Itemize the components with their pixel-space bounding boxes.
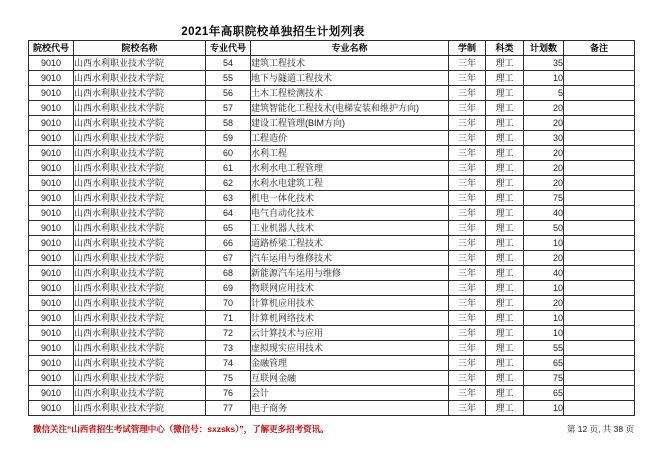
cell-duration: 三年 — [449, 311, 486, 326]
cell-major-code: 71 — [206, 311, 251, 326]
cell-major-name: 土木工程检测技术 — [251, 86, 449, 101]
cell-remark — [564, 401, 635, 416]
cell-plan-count: 10 — [524, 236, 564, 251]
cell-duration: 三年 — [449, 266, 486, 281]
cell-college-name: 山西水利职业技术学院 — [74, 311, 206, 326]
table-header-row — [29, 41, 635, 56]
col-header-college-code: 院校代号 — [29, 41, 74, 56]
cell-major-code: 59 — [206, 131, 251, 146]
cell-subject-category: 理工 — [486, 251, 524, 266]
cell-remark — [564, 341, 635, 356]
cell-remark — [564, 71, 635, 86]
table-row — [29, 266, 635, 281]
cell-remark — [564, 191, 635, 206]
cell-plan-count: 10 — [524, 281, 564, 296]
cell-college-name: 山西水利职业技术学院 — [74, 326, 206, 341]
cell-plan-count: 65 — [524, 386, 564, 401]
cell-college-code: 9010 — [29, 281, 74, 296]
cell-college-name: 山西水利职业技术学院 — [74, 221, 206, 236]
cell-plan-count: 10 — [524, 71, 564, 86]
cell-plan-count: 30 — [524, 131, 564, 146]
cell-college-name: 山西水利职业技术学院 — [74, 71, 206, 86]
cell-plan-count: 20 — [524, 161, 564, 176]
cell-college-code: 9010 — [29, 341, 74, 356]
cell-major-code: 64 — [206, 206, 251, 221]
cell-major-name: 计算机网络技术 — [251, 311, 449, 326]
cell-college-code: 9010 — [29, 191, 74, 206]
col-header-major-code: 专业代号 — [206, 41, 251, 56]
page-footer — [28, 423, 634, 435]
cell-plan-count: 20 — [524, 101, 564, 116]
cell-college-name: 山西水利职业技术学院 — [74, 146, 206, 161]
cell-subject-category: 理工 — [486, 371, 524, 386]
cell-remark — [564, 206, 635, 221]
table-row — [29, 236, 635, 251]
cell-remark — [564, 236, 635, 251]
cell-plan-count: 40 — [524, 206, 564, 221]
cell-major-code: 76 — [206, 386, 251, 401]
cell-duration: 三年 — [449, 146, 486, 161]
table-row — [29, 221, 635, 236]
cell-duration: 三年 — [449, 326, 486, 341]
cell-college-name: 山西水利职业技术学院 — [74, 356, 206, 371]
col-header-duration: 学制 — [449, 41, 486, 56]
table-row — [29, 161, 635, 176]
cell-college-name: 山西水利职业技术学院 — [74, 386, 206, 401]
page-title: 2021年高职院校单独招生计划列表 — [181, 26, 365, 38]
cell-college-code: 9010 — [29, 371, 74, 386]
cell-college-name: 山西水利职业技术学院 — [74, 116, 206, 131]
cell-college-name: 山西水利职业技术学院 — [74, 281, 206, 296]
cell-college-code: 9010 — [29, 221, 74, 236]
cell-subject-category: 理工 — [486, 356, 524, 371]
table-row — [29, 56, 635, 71]
cell-college-code: 9010 — [29, 56, 74, 71]
cell-college-name: 山西水利职业技术学院 — [74, 266, 206, 281]
cell-major-name: 新能源汽车运用与维修 — [251, 266, 449, 281]
cell-remark — [564, 281, 635, 296]
cell-plan-count: 75 — [524, 191, 564, 206]
cell-college-name: 山西水利职业技术学院 — [74, 251, 206, 266]
cell-subject-category: 理工 — [486, 236, 524, 251]
cell-college-name: 山西水利职业技术学院 — [74, 371, 206, 386]
cell-subject-category: 理工 — [486, 266, 524, 281]
cell-major-name: 地下与隧道工程技术 — [251, 71, 449, 86]
col-header-remark: 备注 — [564, 41, 635, 56]
enrollment-plan-table — [28, 40, 635, 416]
cell-remark — [564, 371, 635, 386]
cell-remark — [564, 116, 635, 131]
cell-college-code: 9010 — [29, 146, 74, 161]
cell-subject-category: 理工 — [486, 311, 524, 326]
cell-plan-count: 20 — [524, 176, 564, 191]
table-body — [29, 56, 635, 416]
cell-duration: 三年 — [449, 251, 486, 266]
col-header-subject-category: 科类 — [486, 41, 524, 56]
cell-duration: 三年 — [449, 191, 486, 206]
table-row — [29, 71, 635, 86]
cell-duration: 三年 — [449, 86, 486, 101]
cell-college-name: 山西水利职业技术学院 — [74, 86, 206, 101]
cell-college-code: 9010 — [29, 326, 74, 341]
cell-college-code: 9010 — [29, 251, 74, 266]
cell-major-code: 57 — [206, 101, 251, 116]
cell-remark — [564, 311, 635, 326]
cell-major-code: 67 — [206, 251, 251, 266]
cell-duration: 三年 — [449, 206, 486, 221]
cell-college-name: 山西水利职业技术学院 — [74, 101, 206, 116]
col-header-college-name: 院校名称 — [74, 41, 206, 56]
cell-plan-count: 35 — [524, 56, 564, 71]
table-row — [29, 131, 635, 146]
table-row — [29, 371, 635, 386]
table-row — [29, 86, 635, 101]
cell-remark — [564, 161, 635, 176]
cell-remark — [564, 356, 635, 371]
cell-remark — [564, 221, 635, 236]
cell-college-name: 山西水利职业技术学院 — [74, 401, 206, 416]
cell-major-name: 互联网金融 — [251, 371, 449, 386]
cell-major-name: 物联网应用技术 — [251, 281, 449, 296]
cell-subject-category: 理工 — [486, 56, 524, 71]
cell-subject-category: 理工 — [486, 206, 524, 221]
cell-duration: 三年 — [449, 401, 486, 416]
cell-duration: 三年 — [449, 386, 486, 401]
cell-major-name: 云计算技术与应用 — [251, 326, 449, 341]
cell-major-code: 58 — [206, 116, 251, 131]
cell-college-name: 山西水利职业技术学院 — [74, 206, 206, 221]
cell-remark — [564, 386, 635, 401]
cell-subject-category: 理工 — [486, 116, 524, 131]
cell-subject-category: 理工 — [486, 401, 524, 416]
cell-college-code: 9010 — [29, 71, 74, 86]
cell-major-code: 73 — [206, 341, 251, 356]
cell-college-code: 9010 — [29, 401, 74, 416]
table-row — [29, 326, 635, 341]
cell-plan-count: 40 — [524, 266, 564, 281]
cell-duration: 三年 — [449, 221, 486, 236]
cell-major-code: 74 — [206, 356, 251, 371]
cell-major-code: 66 — [206, 236, 251, 251]
cell-major-code: 56 — [206, 86, 251, 101]
cell-college-code: 9010 — [29, 176, 74, 191]
cell-plan-count: 20 — [524, 296, 564, 311]
cell-major-code: 54 — [206, 56, 251, 71]
table-row — [29, 386, 635, 401]
cell-plan-count: 65 — [524, 356, 564, 371]
cell-major-name: 道路桥梁工程技术 — [251, 236, 449, 251]
cell-college-code: 9010 — [29, 161, 74, 176]
cell-college-name: 山西水利职业技术学院 — [74, 131, 206, 146]
cell-major-name: 会计 — [251, 386, 449, 401]
cell-remark — [564, 146, 635, 161]
page-number: 第 12 页, 共 38 页 — [566, 424, 634, 434]
cell-duration: 三年 — [449, 101, 486, 116]
cell-subject-category: 理工 — [486, 191, 524, 206]
cell-duration: 三年 — [449, 176, 486, 191]
cell-college-name: 山西水利职业技术学院 — [74, 296, 206, 311]
cell-duration: 三年 — [449, 71, 486, 86]
cell-major-name: 工程造价 — [251, 131, 449, 146]
cell-remark — [564, 101, 635, 116]
cell-major-code: 77 — [206, 401, 251, 416]
cell-college-code: 9010 — [29, 296, 74, 311]
cell-duration: 三年 — [449, 116, 486, 131]
cell-major-name: 机电一体化技术 — [251, 191, 449, 206]
cell-plan-count: 10 — [524, 311, 564, 326]
table-row — [29, 206, 635, 221]
cell-plan-count: 75 — [524, 371, 564, 386]
cell-major-name: 水利水电建筑工程 — [251, 176, 449, 191]
table-row — [29, 356, 635, 371]
cell-major-code: 55 — [206, 71, 251, 86]
cell-remark — [564, 131, 635, 146]
cell-duration: 三年 — [449, 296, 486, 311]
cell-plan-count: 5 — [524, 86, 564, 101]
cell-duration: 三年 — [449, 356, 486, 371]
cell-plan-count: 10 — [524, 326, 564, 341]
cell-college-name: 山西水利职业技术学院 — [74, 56, 206, 71]
cell-major-code: 69 — [206, 281, 251, 296]
cell-subject-category: 理工 — [486, 326, 524, 341]
cell-major-name: 金融管理 — [251, 356, 449, 371]
cell-duration: 三年 — [449, 131, 486, 146]
cell-major-name: 汽车运用与维修技术 — [251, 251, 449, 266]
cell-plan-count: 55 — [524, 341, 564, 356]
cell-subject-category: 理工 — [486, 161, 524, 176]
cell-remark — [564, 251, 635, 266]
cell-major-code: 61 — [206, 161, 251, 176]
cell-plan-count: 20 — [524, 116, 564, 131]
cell-major-name: 建筑工程技术 — [251, 56, 449, 71]
cell-major-name: 建筑智能化工程技术(电梯安装和维护方向) — [251, 101, 449, 116]
cell-college-code: 9010 — [29, 101, 74, 116]
cell-major-name: 水利水电工程管理 — [251, 161, 449, 176]
cell-subject-category: 理工 — [486, 281, 524, 296]
table-row — [29, 251, 635, 266]
cell-duration: 三年 — [449, 161, 486, 176]
wechat-notice: 微信关注“山西省招生考试管理中心（微信号：sxzsks）”，了解更多招考资讯。 — [33, 424, 329, 434]
cell-duration: 三年 — [449, 341, 486, 356]
cell-college-code: 9010 — [29, 86, 74, 101]
cell-major-code: 60 — [206, 146, 251, 161]
cell-remark — [564, 296, 635, 311]
cell-subject-category: 理工 — [486, 386, 524, 401]
cell-major-code: 63 — [206, 191, 251, 206]
cell-major-name: 工业机器人技术 — [251, 221, 449, 236]
cell-plan-count: 20 — [524, 146, 564, 161]
cell-major-name: 电气自动化技术 — [251, 206, 449, 221]
cell-subject-category: 理工 — [486, 131, 524, 146]
cell-subject-category: 理工 — [486, 221, 524, 236]
cell-major-name: 虚拟现实应用技术 — [251, 341, 449, 356]
cell-major-name: 计算机应用技术 — [251, 296, 449, 311]
cell-subject-category: 理工 — [486, 101, 524, 116]
cell-college-code: 9010 — [29, 206, 74, 221]
cell-college-name: 山西水利职业技术学院 — [74, 161, 206, 176]
col-header-plan-count: 计划数 — [524, 41, 564, 56]
cell-major-code: 68 — [206, 266, 251, 281]
cell-college-code: 9010 — [29, 131, 74, 146]
cell-major-name: 水利工程 — [251, 146, 449, 161]
cell-college-name: 山西水利职业技术学院 — [74, 341, 206, 356]
col-header-major-name: 专业名称 — [251, 41, 449, 56]
cell-college-code: 9010 — [29, 116, 74, 131]
cell-college-code: 9010 — [29, 311, 74, 326]
cell-major-code: 72 — [206, 326, 251, 341]
cell-duration: 三年 — [449, 371, 486, 386]
cell-major-code: 70 — [206, 296, 251, 311]
cell-remark — [564, 176, 635, 191]
cell-remark — [564, 86, 635, 101]
cell-college-code: 9010 — [29, 356, 74, 371]
cell-major-code: 65 — [206, 221, 251, 236]
cell-plan-count: 10 — [524, 401, 564, 416]
table-row — [29, 341, 635, 356]
cell-college-code: 9010 — [29, 386, 74, 401]
cell-subject-category: 理工 — [486, 341, 524, 356]
table-row — [29, 146, 635, 161]
cell-remark — [564, 56, 635, 71]
cell-duration: 三年 — [449, 236, 486, 251]
table-row — [29, 401, 635, 416]
cell-plan-count: 20 — [524, 251, 564, 266]
table-row — [29, 176, 635, 191]
cell-college-code: 9010 — [29, 266, 74, 281]
cell-college-name: 山西水利职业技术学院 — [74, 236, 206, 251]
cell-subject-category: 理工 — [486, 71, 524, 86]
cell-remark — [564, 326, 635, 341]
cell-subject-category: 理工 — [486, 176, 524, 191]
cell-college-code: 9010 — [29, 236, 74, 251]
table-row — [29, 116, 635, 131]
cell-college-name: 山西水利职业技术学院 — [74, 191, 206, 206]
cell-subject-category: 理工 — [486, 296, 524, 311]
cell-duration: 三年 — [449, 56, 486, 71]
cell-major-code: 62 — [206, 176, 251, 191]
cell-plan-count: 50 — [524, 221, 564, 236]
table-row — [29, 101, 635, 116]
cell-major-name: 电子商务 — [251, 401, 449, 416]
table-row — [29, 281, 635, 296]
cell-college-name: 山西水利职业技术学院 — [74, 176, 206, 191]
cell-remark — [564, 266, 635, 281]
table-row — [29, 296, 635, 311]
cell-duration: 三年 — [449, 281, 486, 296]
cell-major-code: 75 — [206, 371, 251, 386]
table-row — [29, 191, 635, 206]
cell-subject-category: 理工 — [486, 86, 524, 101]
cell-major-name: 建设工程管理(BIM方向) — [251, 116, 449, 131]
cell-subject-category: 理工 — [486, 146, 524, 161]
table-row — [29, 311, 635, 326]
